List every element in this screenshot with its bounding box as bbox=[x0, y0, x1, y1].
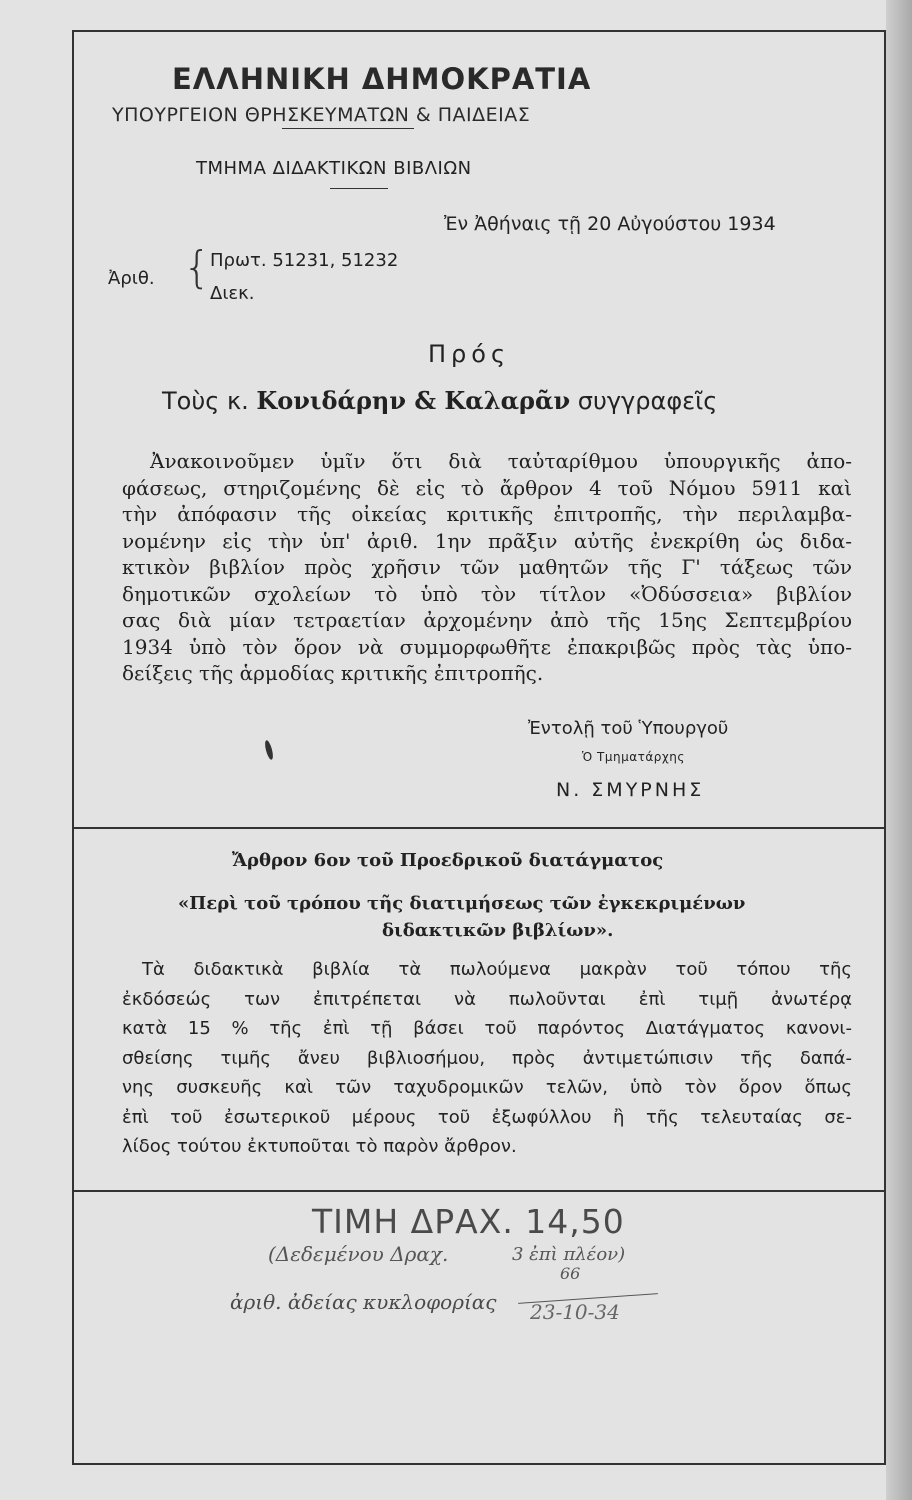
article-line: Τὰ διδακτικὰ βιβλία τὰ πωλούμενα μακρὰν τοῦ τόπου τῆς bbox=[142, 959, 852, 980]
article-subtitle: διδακτικῶν βιβλίων». bbox=[382, 920, 614, 941]
price-stamp bbox=[230, 1200, 670, 1350]
letter-line: 1934 ὑπὸ τὸν ὅρον νὰ συμμορφωθῆτε ἐπακριβῶς πρὸς τὰς ὑπο- bbox=[122, 634, 852, 659]
article-subtitle: «Περὶ τοῦ τρόπου τῆς διατιμήσεως τῶν ἐγκεκριμένων bbox=[178, 893, 746, 914]
letter-line: νομένην εἰς τὴν ὑπ' ἀριθ. 1ην πρᾶξιν αὐτῆς ἐνεκρίθη ὡς διδα- bbox=[122, 528, 852, 553]
article-line: λίδος τούτου ἐκτυποῦται τὸ παρὸν ἄρθρον. bbox=[122, 1136, 517, 1157]
department-divider bbox=[330, 188, 388, 189]
handwritten-number: 66 bbox=[560, 1264, 581, 1283]
license-label: ἀριθ. ἀδείας κυκλοφορίας bbox=[230, 1290, 497, 1314]
article-body bbox=[122, 955, 852, 1162]
department-heading: ΤΜΗΜΑ ΔΙΔΑΚΤΙΚΩΝ ΒΙΒΛΙΩΝ bbox=[196, 158, 472, 179]
reference-label: Ἀριθ. bbox=[108, 268, 155, 289]
reference-brace: { bbox=[183, 242, 211, 293]
protocol-number: Πρωτ. 51231, 51232 bbox=[210, 250, 399, 271]
order-line: Ἐντολῇ τοῦ Ὑπουργοῦ bbox=[528, 718, 729, 739]
section-divider bbox=[72, 1190, 886, 1192]
section-divider bbox=[72, 827, 886, 829]
article-line: σθείσης τιμῆς ἄνευ βιβλιοσήμου, πρὸς ἀντιμετώπισιν τῆς δαπά- bbox=[122, 1047, 852, 1069]
article-line: ἐπὶ τοῦ ἐσωτερικοῦ μέρους τοῦ ἐξωφύλλου ἢ τῆς τελευταίας σε- bbox=[122, 1106, 852, 1128]
letter-line: δείξεις τῆς ἁρμοδίας κριτικῆς ἐπιτροπῆς. bbox=[122, 661, 544, 685]
page-edge-shadow bbox=[886, 0, 912, 1500]
date-line: Ἐν Ἀθήναις τῇ 20 Αὐγούστου 1934 bbox=[444, 213, 776, 235]
article-title: Ἄρθρον 6ον τοῦ Προεδρικοῦ διατάγματος bbox=[232, 850, 664, 871]
recipient-line bbox=[162, 386, 717, 415]
article-line: κατὰ 15 % τῆς ἐπὶ τῇ βάσει τοῦ παρόντος Διατάγματος κανονι- bbox=[122, 1018, 852, 1039]
letter-line: τὴν ἀπόφασιν τῆς οἰκείας κριτικῆς ἐπιτροπῆς, τὴν περιλαμβα- bbox=[122, 502, 852, 526]
license-date: 23-10-34 bbox=[530, 1300, 620, 1324]
letter-body bbox=[122, 448, 852, 687]
signatory-rank: Ὁ Τμηματάρχης bbox=[582, 750, 685, 764]
heading-divider bbox=[282, 128, 414, 129]
recipient-heading: Πρός bbox=[428, 340, 511, 368]
signatory-name: Ν. ΣΜΥΡΝΗΣ bbox=[556, 779, 705, 801]
letter-line: δημοτικῶν σχολείων τὸ ὑπὸ τὸν τίτλον «Ὀδύσσεια» βιβλίον bbox=[122, 581, 852, 606]
recipient-prefix: Τοὺς κ. bbox=[162, 387, 257, 415]
republic-heading: ΕΛΛΗΝΙΚΗ ΔΗΜΟΚΡΑΤΙΑ bbox=[172, 62, 592, 96]
letter-line: κτικὸν βιβλίον πρὸς χρῆσιν τῶν μαθητῶν τῆς Γ' τάξεως τῶν bbox=[122, 555, 852, 579]
recipient-suffix: συγγραφεῖς bbox=[570, 387, 718, 415]
article-line: ἐκδόσεώς των ἐπιτρέπεται νὰ πωλοῦνται ἐπὶ τιμῇ ἀνωτέρᾳ bbox=[122, 988, 852, 1010]
letter-line: Ἀνακοινοῦμεν ὑμῖν ὅτι διὰ ταὐταρίθμου ὑπουργικῆς ἀπο- bbox=[150, 449, 852, 473]
diekperaiosi-number: Διεκ. bbox=[210, 283, 255, 304]
letter-line: σας διὰ μίαν τετραετίαν ἀρχομένην ἀπὸ τῆς 15ης Σεπτεμβρίου bbox=[122, 608, 852, 632]
price-text: ΤΙΜΗ ΔΡΑΧ. 14,50 bbox=[312, 1202, 625, 1241]
letter-line: φάσεως, στηριζομένης δὲ εἰς τὸ ἄρθρον 4 τοῦ Νόμου 5911 καὶ bbox=[122, 475, 852, 500]
recipient-names: Κονιδάρην & Καλαρᾶν bbox=[256, 386, 571, 415]
handwritten-price: 3 ἐπὶ πλέον) bbox=[512, 1244, 626, 1265]
bound-price-label: (Δεδεμένου Δραχ. bbox=[268, 1242, 449, 1266]
ministry-heading: ΥΠΟΥΡΓΕΙΟΝ ΘΡΗΣΚΕΥΜΑΤΩΝ & ΠΑΙΔΕΙΑΣ bbox=[112, 104, 531, 126]
article-line: νης συσκευῆς καὶ τῶν ταχυδρομικῶν τελῶν, ὑπὸ τὸν ὅρον ὅπως bbox=[122, 1077, 852, 1098]
